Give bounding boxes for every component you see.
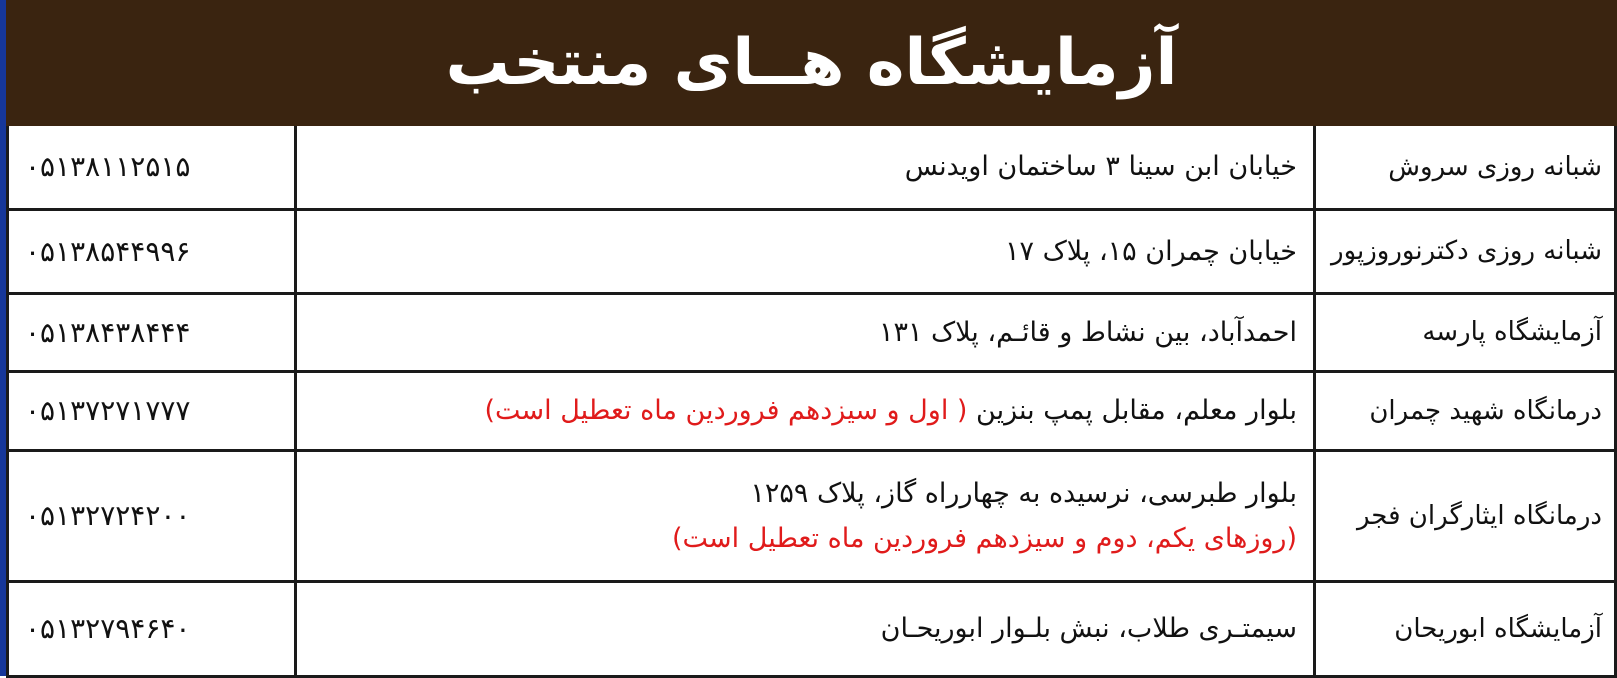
- lab-address: [296, 581, 1315, 676]
- table-row: [8, 126, 1616, 209]
- closure-note: ( اول و سیزدهم فروردین ماه تعطیل است): [484, 395, 968, 426]
- lab-name: آزمایشگاه پارسه: [1315, 293, 1616, 371]
- address-text: احمدآباد، بین نشاط و قائـم، پلاک ۱۳۱: [878, 316, 1297, 348]
- address-text: بلوار معلم، مقابل پمپ بنزین: [976, 395, 1297, 426]
- address-text: خیابان چمران ۱۵، پلاک ۱۷: [1004, 235, 1297, 267]
- page-title: آزمایشگاه هــای منتخب: [445, 26, 1178, 100]
- lab-address: [296, 126, 1315, 209]
- lab-name: درمانگاه ایثارگران فجر: [1315, 450, 1616, 581]
- table-row: [8, 581, 1616, 676]
- address-text: خیابان ابن سینا ۳ ساختمان اویدنس: [904, 151, 1297, 183]
- table-row: [8, 293, 1616, 371]
- lab-phone: ۰۵۱۳۸۱۱۲۵۱۵: [8, 126, 296, 209]
- lab-address: [296, 450, 1315, 581]
- title-banner: [6, 0, 1617, 126]
- lab-address: [296, 293, 1315, 371]
- lab-phone: ۰۵۱۳۸۴۳۸۴۴۴: [8, 293, 296, 371]
- table-row: [8, 209, 1616, 293]
- lab-name: درمانگاه شهید چمران: [1315, 371, 1616, 450]
- lab-phone: ۰۵۱۳۷۲۷۱۷۷۷: [8, 371, 296, 450]
- lab-phone: ۰۵۱۳۲۷۹۴۶۴۰: [8, 581, 296, 676]
- table-row: [8, 450, 1616, 581]
- labs-table: [6, 126, 1617, 678]
- lab-phone: ۰۵۱۳۸۵۴۴۹۹۶: [8, 209, 296, 293]
- lab-address: [296, 371, 1315, 450]
- table-row: [8, 371, 1616, 450]
- address-text: سیمتـری طلاب، نبش بلـوار ابوریحـان: [880, 613, 1297, 644]
- lab-name: شبانه روزی دکترنوروزپور: [1315, 209, 1616, 293]
- lab-phone: ۰۵۱۳۲۷۲۴۲۰۰: [8, 450, 296, 581]
- address-text: بلوار طبرسی، نرسیده به چهارراه گاز، پلاک ۱۲۵۹: [750, 477, 1297, 509]
- lab-address: [296, 209, 1315, 293]
- closure-note: (روزهای یکم، دوم و سیزدهم فروردین ماه تعطیل است): [672, 522, 1297, 554]
- lab-name: شبانه روزی سروش: [1315, 126, 1616, 209]
- lab-name: آزمایشگاه ابوریحان: [1315, 581, 1616, 676]
